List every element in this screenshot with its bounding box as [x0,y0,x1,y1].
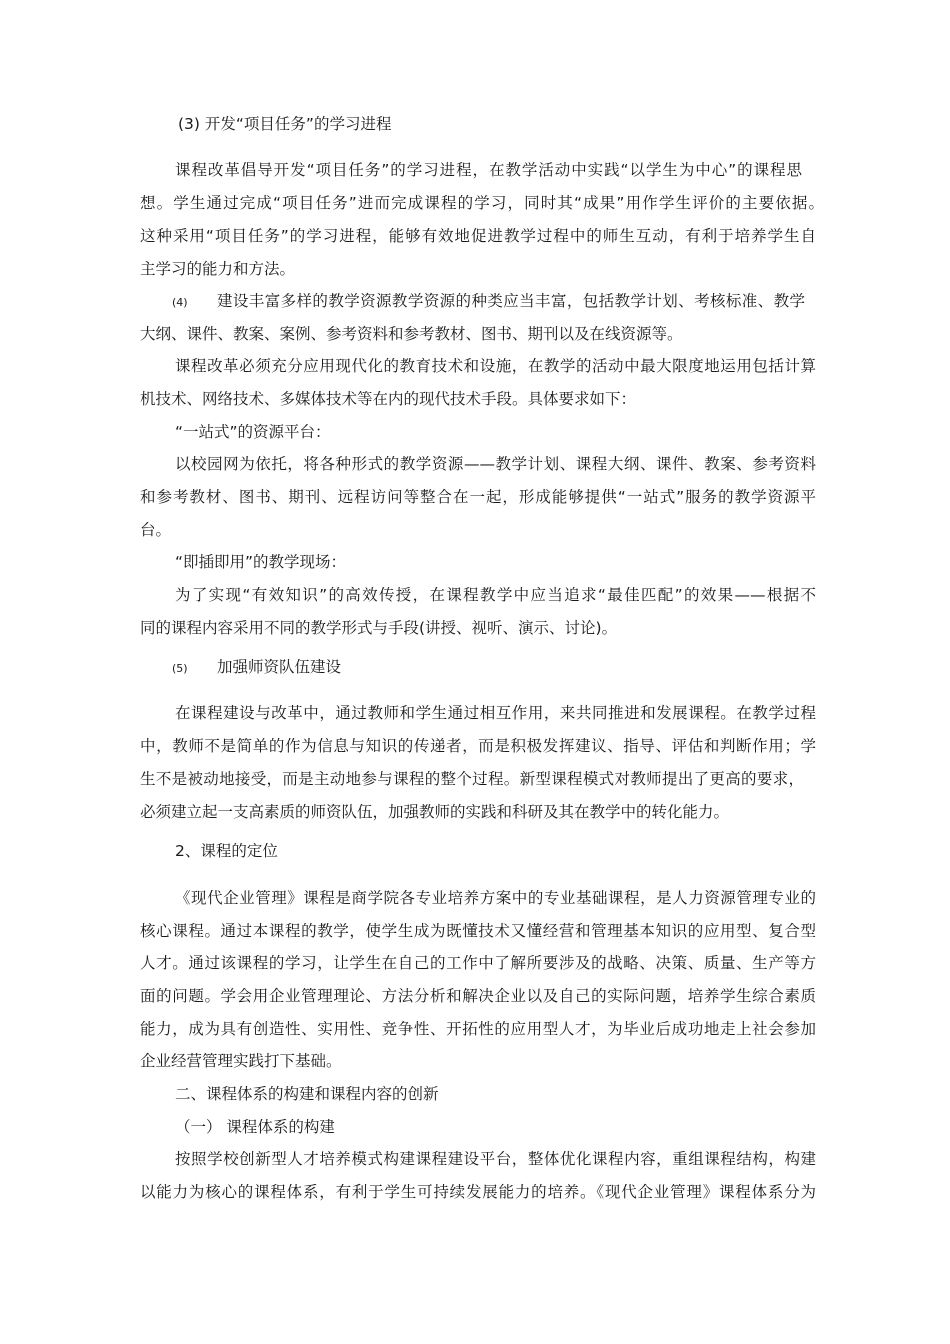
paragraph-line: 人才。通过该课程的学习，让学生在自己的工作中了解所要涉及的战略、决策、质量、生产等方 [140,954,816,972]
paragraph-line: 以能力为核心的课程体系，有利于学生可持续发展能力的培养。《现代企业管理》课程体系分为 [140,1183,816,1201]
item-number-4: (4) [172,296,188,309]
paragraph-line: 机技术、网络技术、多媒体技术等在内的现代技术手段。具体要求如下： [140,390,637,408]
heading-course-system-construction: （一） 课程体系的构建 [175,1118,335,1136]
item-number-5: (5) [172,662,188,675]
paragraph-line: 以校园网为依托，将各种形式的教学资源——教学计划、课程大纲、课件、教案、参考资料 [175,455,816,473]
paragraph-line: 面的问题。学会用企业管理理论、方法分析和解决企业以及自己的实际问题，培养学生综合素质 [140,987,816,1005]
item-4-line: 建设丰富多样的教学资源教学资源的种类应当丰富，包括教学计划、考核标准、教学 [217,292,805,310]
paragraph-line: 主学习的能力和方法。 [140,260,296,278]
paragraph-line: 核心课程。通过本课程的教学，使学生成为既懂技术又懂经营和管理基本知识的应用型、复合型 [140,922,816,940]
paragraph-line: 课程改革倡导开发“项目任务”的学习进程，在教学活动中实践“以学生为中心”的课程思 [175,161,802,179]
paragraph-line: 在课程建设与改革中，通过教师和学生通过相互作用，来共同推进和发展课程。在教学过程 [175,704,816,722]
subheading-one-stop-platform: “一站式”的资源平台： [175,423,331,441]
heading-teacher-team: 加强师资队伍建设 [217,658,342,676]
paragraph-line: 企业经营管理实践打下基础。 [140,1052,342,1070]
paragraph-line: 这种采用“项目任务”的学习进程，能够有效地促进教学过程中的师生互动，有利于培养学生自 [140,227,816,245]
paragraph-line: 按照学校创新型人才培养模式构建课程建设平台，整体优化课程内容，重组课程结构，构建 [175,1150,816,1168]
paragraph-line: 能力，成为具有创造性、实用性、竞争性、开拓性的应用型人才，为毕业后成功地走上社会参加 [140,1020,816,1038]
paragraph-line: 和参考教材、图书、期刊、远程访问等整合在一起，形成能够提供“一站式”服务的教学资源平 [140,488,816,506]
paragraph-line: 台。 [140,521,172,539]
paragraph-line: 为了实现“有效知识”的高效传授，在课程教学中应当追求“最佳匹配”的效果——根据不 [175,586,816,604]
subheading-plug-and-play: “即插即用”的教学现场： [175,553,347,571]
heading-develop-project-tasks: (3) 开发“项目任务”的学习进程 [178,115,392,133]
paragraph-line: 同的课程内容采用不同的教学形式与手段(讲授、视听、演示、讨论)。 [140,619,618,637]
heading-course-positioning: 2、课程的定位 [175,842,278,860]
paragraph-line: 生不是被动地接受，而是主动地参与课程的整个过程。新型课程模式对教师提出了更高的要求， [140,770,804,788]
paragraph-line: 中，教师不是简单的作为信息与知识的传递者，而是积极发挥建议、指导、评估和判断作用；学 [140,737,816,755]
item-4-line: 大纲、课件、教案、案例、参考资料和参考教材、图书、期刊以及在线资源等。 [140,325,683,343]
paragraph-line: 必须建立起一支高素质的师资队伍，加强教师的实践和科研及其在教学中的转化能力。 [140,803,730,821]
paragraph-line: 课程改革必须充分应用现代化的教育技术和设施，在教学的活动中最大限度地运用包括计算 [175,357,816,375]
heading-section-two: 二、课程体系的构建和课程内容的创新 [175,1085,439,1103]
paragraph-line: 《现代企业管理》课程是商学院各专业培养方案中的专业基础课程，是人力资源管理专业的 [175,889,816,907]
paragraph-line: 想。学生通过完成“项目任务”进而完成课程的学习，同时其“成果”用作学生评价的主要依据。 [140,194,824,212]
